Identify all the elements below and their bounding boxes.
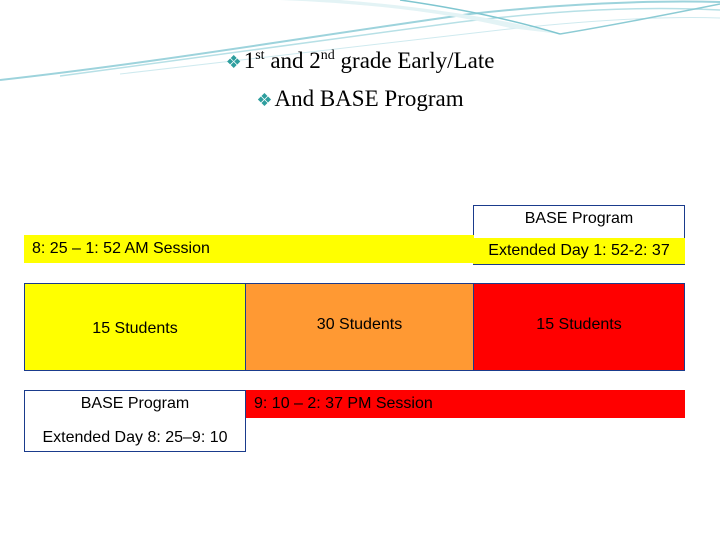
extended-day-pm-label: Extended Day 1: 52-2: 37 — [473, 238, 685, 264]
am-session-label: 8: 25 – 1: 52 AM Session — [32, 240, 210, 257]
base-program-pm-label: BASE Program — [524, 210, 634, 227]
extended-day-am-label: Extended Day 8: 25–9: 10 — [42, 429, 228, 446]
base-program-am-label: BASE Program — [80, 395, 190, 412]
diamond-bullet-icon: ❖ — [256, 90, 273, 110]
am-session-bar — [24, 235, 474, 263]
pm-session-bar — [246, 390, 685, 418]
students-middle-label: 30 Students — [316, 316, 403, 333]
students-middle-block — [246, 283, 474, 371]
title-line-1: ❖1st and 2nd grade Early/Late — [225, 48, 495, 73]
title-line-2: ❖And BASE Program — [256, 86, 464, 111]
students-right-label: 15 Students — [536, 316, 622, 333]
students-left-label: 15 Students — [92, 320, 178, 337]
diamond-bullet-icon: ❖ — [225, 52, 242, 72]
header-swoosh-decoration — [0, 0, 720, 90]
pm-session-label: 9: 10 – 2: 37 PM Session — [254, 395, 433, 412]
students-left-block — [24, 283, 246, 371]
students-right-block — [474, 283, 685, 371]
